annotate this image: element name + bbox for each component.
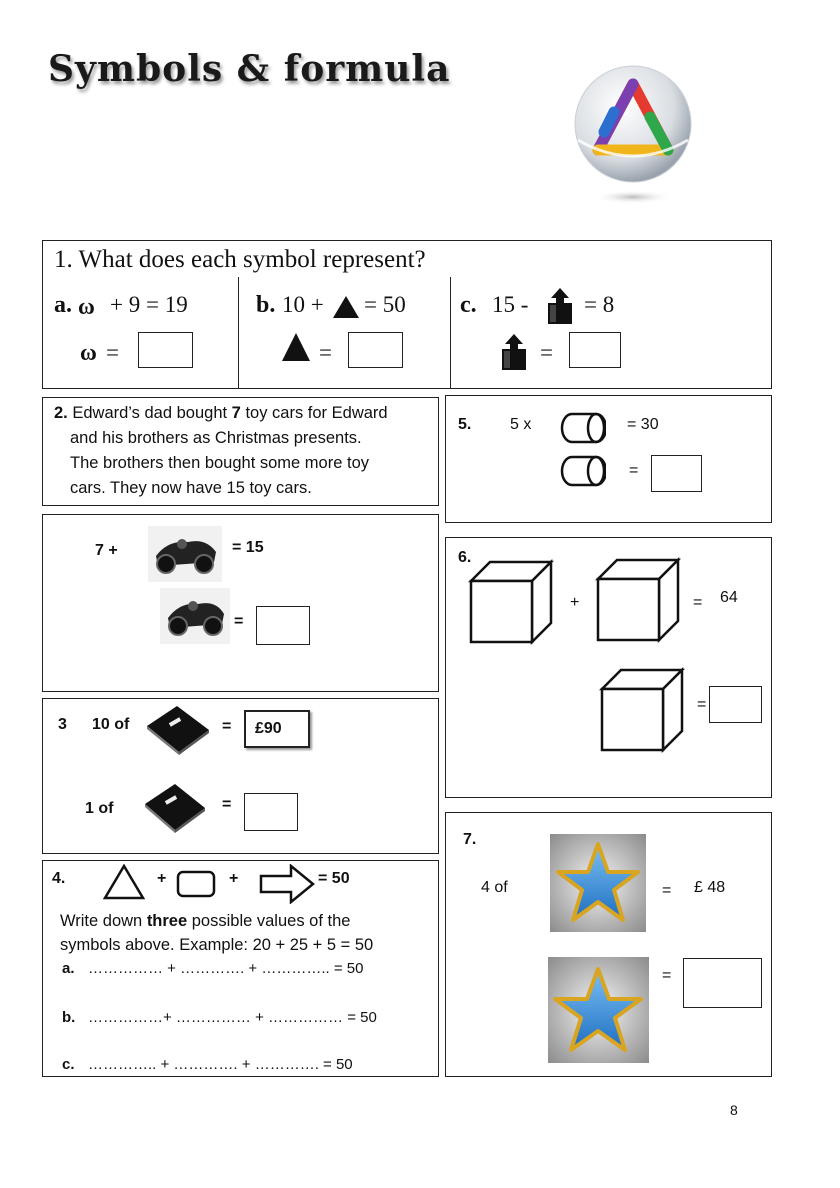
q2-line-4: cars. They now have 15 toy cars.: [70, 479, 312, 497]
price-box: [244, 710, 310, 748]
q4-c-label: c.: [62, 1056, 75, 1073]
q1a-label: a.: [54, 292, 72, 318]
answer-box-q5[interactable]: [651, 455, 702, 492]
q1c-equation-start: 15 -: [492, 292, 529, 317]
q4-a-line[interactable]: …………… + …………. + ………….. = 50: [88, 960, 364, 977]
q1c-equation-end: = 8: [584, 292, 615, 317]
triangle-icon: [281, 332, 311, 362]
answer-box-q2[interactable]: [256, 606, 310, 645]
equals-sign: =: [222, 718, 232, 735]
equals-sign: =: [106, 340, 119, 365]
triangle-icon: [332, 295, 360, 319]
book-icon: [143, 782, 207, 834]
arrow-outline-icon: [259, 864, 315, 904]
q1-divider: [238, 277, 239, 389]
q2-equation-left: 7 +: [95, 542, 118, 559]
q1c-label: c.: [460, 292, 477, 318]
q4-result: = 50: [318, 870, 350, 887]
cube-icon: [468, 559, 554, 645]
q4-instruction-1: Write down three possible values of the: [60, 912, 351, 930]
answer-box-q3[interactable]: [244, 793, 298, 831]
cylinder-icon: [558, 455, 606, 487]
page-title: Symbols & formula: [48, 48, 451, 90]
question-1-heading: 1. What does each symbol represent?: [54, 246, 426, 273]
q3-row2-label: 1 of: [85, 800, 114, 817]
q4-b-label: b.: [62, 1009, 76, 1026]
plus-sign: +: [157, 870, 167, 887]
q4-instruction-2: symbols above. Example: 20 + 25 + 5 = 50: [60, 936, 374, 954]
cube-icon: [599, 667, 685, 753]
q2-equation-right: = 15: [232, 539, 264, 556]
answer-box-q1a[interactable]: [138, 332, 193, 368]
q3-row1-label: 10 of: [92, 716, 130, 733]
q1b-equation-end: = 50: [364, 292, 406, 317]
q6-number: 6.: [458, 549, 472, 566]
equals-sign: =: [540, 340, 553, 365]
q6-result: 64: [720, 589, 738, 606]
book-icon: [145, 704, 211, 756]
square-outline-icon: [176, 870, 216, 898]
q5-multiplier: 5 x: [510, 416, 532, 433]
house-arrow-icon: [501, 333, 527, 371]
toy-car-icon: [160, 588, 230, 644]
q1b-label: b.: [256, 292, 276, 318]
q5-result: = 30: [627, 416, 659, 433]
answer-box-q6[interactable]: [709, 686, 762, 723]
cube-icon: [595, 557, 681, 643]
q2-line-3: The brothers then bought some more toy: [70, 454, 369, 472]
equals-sign: =: [693, 594, 703, 611]
page-number: 8: [730, 1102, 738, 1118]
omega-symbol: ω: [80, 340, 97, 365]
cylinder-icon: [558, 412, 606, 444]
q3-price: £90: [255, 720, 282, 737]
question-5-box: [445, 395, 772, 523]
toy-car-icon: [148, 526, 222, 582]
star-icon: [550, 834, 646, 932]
omega-symbol: ω: [78, 294, 95, 319]
answer-box-q1b[interactable]: [348, 332, 403, 368]
answer-box-q1c[interactable]: [569, 332, 621, 368]
q1a-equation: + 9 = 19: [110, 292, 188, 317]
equals-sign: =: [319, 340, 332, 365]
equals-sign: =: [234, 613, 244, 630]
q4-b-line[interactable]: ……………+ …………… + …………… = 50: [88, 1009, 377, 1026]
q7-label: 4 of: [481, 879, 508, 896]
equals-sign: =: [697, 696, 707, 713]
q4-c-line[interactable]: ………….. + …………. + …………. = 50: [88, 1056, 353, 1073]
plus-sign: +: [570, 594, 580, 611]
q4-a-label: a.: [62, 960, 75, 977]
q5-number: 5.: [458, 416, 472, 433]
q1b-equation-start: 10 +: [282, 292, 324, 317]
q7-price: £ 48: [694, 879, 726, 896]
q7-number: 7.: [463, 831, 477, 848]
equals-sign: =: [222, 796, 232, 813]
q2-line-1: 2. Edward’s dad bought 7 toy cars for Edward: [54, 404, 388, 422]
prism-logo-icon: [568, 62, 698, 207]
equals-sign: =: [662, 967, 672, 984]
answer-box-q7[interactable]: [683, 958, 762, 1008]
plus-sign: +: [229, 870, 239, 887]
equals-sign: =: [629, 462, 639, 479]
triangle-outline-icon: [103, 864, 145, 900]
q1-divider: [450, 277, 451, 389]
q2-line-2: and his brothers as Christmas presents.: [70, 429, 362, 447]
q3-number: 3: [58, 716, 67, 733]
star-icon: [548, 957, 649, 1063]
equals-sign: =: [662, 882, 672, 899]
house-arrow-icon: [547, 287, 573, 325]
q4-number: 4.: [52, 870, 66, 887]
